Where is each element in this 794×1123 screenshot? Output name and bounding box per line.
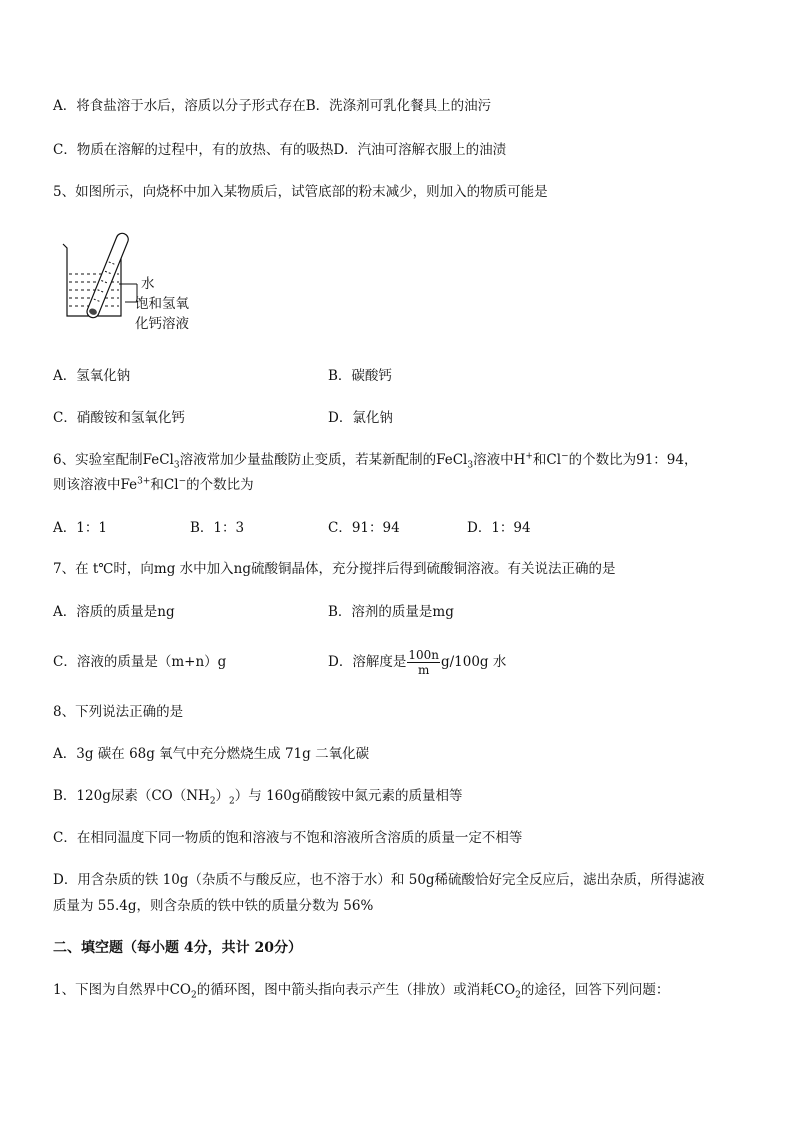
q4-option-b: B．洗涤剂可乳化餐具上的油污: [305, 98, 492, 114]
q7-option-b: B．溶剂的质量是mg: [328, 604, 454, 620]
q6-stem-line-2: 则该溶液中$Fe^{3+}$和Cl−的个数比为: [53, 476, 254, 493]
q8-option-c: C．在相同温度下同一物质的饱和溶液与不饱和溶液所含溶质的质量一定不相等: [53, 830, 523, 846]
q7-option-c: C．溶液的质量是（m+n）g: [53, 654, 227, 670]
q8-option-d-line-1: D．用含杂质的铁 10g（杂质不与酸反应，也不溶于水）和 50g稀硫酸恰好完全反应后，滤出杂质，所得滤液: [53, 872, 705, 888]
section-2-title: 二、填空题（每小题 4分，共计 20分）: [53, 940, 302, 956]
q7-option-d: D．溶解度是 $\frac{100n}{m}$ g/100g 水: [328, 648, 507, 677]
q8-option-a: A．3g 碳在 68g 氧气中充分燃烧生成 71g 二氧化碳: [53, 746, 370, 762]
q5-option-c: C．硝酸铵和氢氧化钙: [53, 410, 185, 426]
q5-option-d: D．氯化钠: [328, 410, 393, 426]
fill-question-1: 1、下图为自然界中$CO_2$的循环图，图中箭头指向表示产生（排放）或消耗$CO_2$的途径，回答下列问题：: [53, 982, 670, 1001]
q4-option-row-1: [53, 96, 491, 116]
label-saturated-solution-2: 化钙溶液: [135, 316, 189, 332]
q5-option-b: B．碳酸钙: [328, 368, 392, 384]
q7-option-a: A．溶质的质量是ng: [53, 604, 175, 620]
q8-option-d-line-2: 质量为 55.4g，则含杂质的铁中铁的质量分数为 56%: [53, 898, 374, 914]
q8-stem: 8、下列说法正确的是: [53, 704, 184, 720]
q7-stem: 7、在 t℃时，向mg 水中加入ng硫酸铜晶体，充分搅拌后得到硫酸铜溶液。有关说法正确的是: [53, 561, 616, 577]
q6-stem-line-1: 6、实验室配制FeCl$_3$溶液常加少量盐酸防止变质，若某新配制的FeCl$_3$溶液中H+和Cl−的个数比为91：94，: [53, 451, 698, 471]
label-water: 水: [141, 276, 155, 292]
q5-beaker-figure: [55, 232, 235, 342]
q5-stem: 5、如图所示，向烧杯中加入某物质后，试管底部的粉末减少，则加入的物质可能是: [53, 184, 548, 200]
q8-option-b: B．120g尿素$(CO(NH_2)_2)$与 160g硝酸铵中氮元素的质量相等: [53, 788, 463, 807]
q4-option-a: A．将食盐溶于水后，溶质以分子形式存在: [53, 98, 306, 114]
q4-option-d: D．汽油可溶解衣服上的油渍: [333, 142, 507, 158]
q6-option-d: D．1：94: [467, 520, 531, 536]
q4-option-row-2: [53, 140, 506, 160]
solubility-fraction: $\frac{100n}{m}$: [408, 648, 439, 677]
q6-option-b: B．1：3: [190, 520, 245, 536]
label-saturated-solution-1: 饱和氢氧: [135, 296, 189, 312]
q5-option-a: A．氢氧化钠: [53, 368, 131, 384]
q4-option-c: C．物质在溶解的过程中，有的放热、有的吸热: [53, 142, 334, 158]
q6-option-c: C．91：94: [328, 520, 400, 536]
q6-option-a: A．1：1: [53, 520, 107, 536]
